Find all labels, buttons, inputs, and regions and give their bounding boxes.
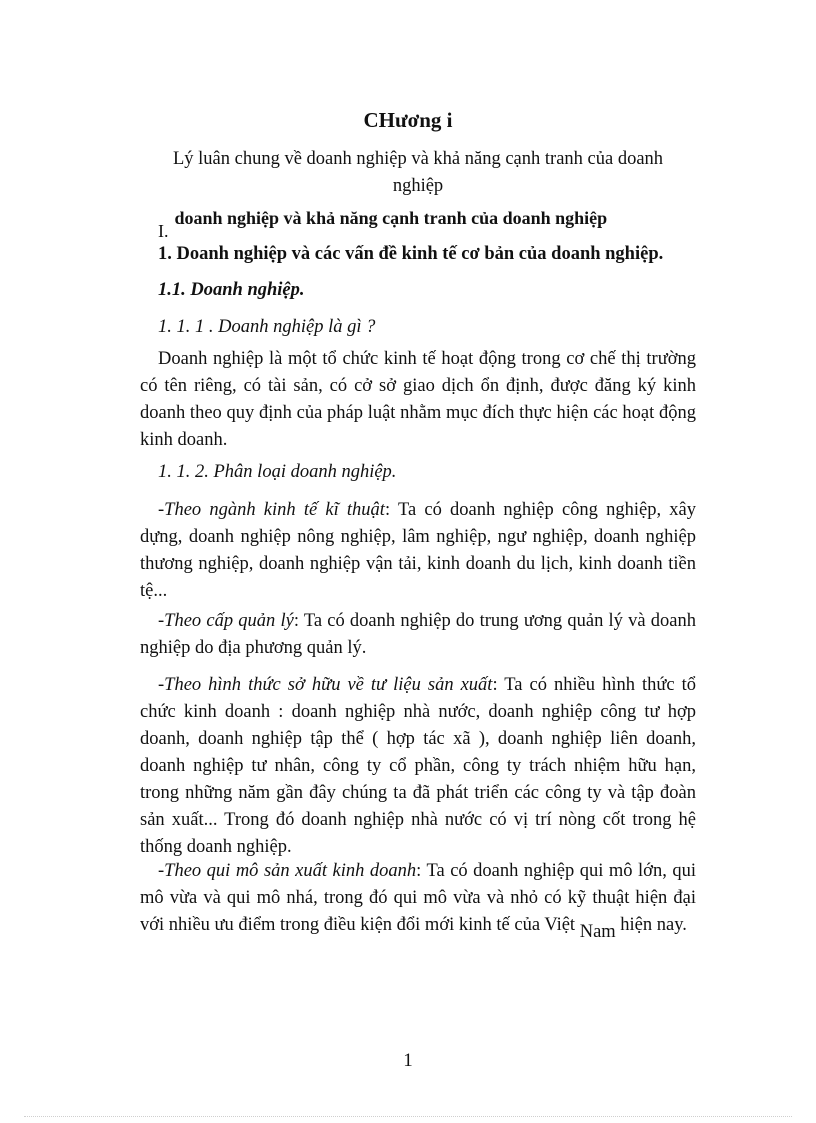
classification-paragraph [140, 672, 696, 861]
classification-text: : Ta có doanh nghiệp do trung ương quản lý và doanh nghiệp do địa phương quản lý. [140, 611, 696, 658]
classification-paragraph [140, 497, 696, 605]
heading-1-1-2: 1. 1. 2. Phân loại doanh nghiệp. [158, 462, 397, 482]
classification-lead: -Theo ngành kinh tế kĩ thuật [158, 500, 385, 520]
section-heading-roman [158, 208, 608, 241]
classification-subscript-word: Nam [579, 922, 616, 942]
paragraph-definition: Doanh nghiệp là một tổ chức kinh tế hoạt động trong cơ chế thị trường có tên riêng, có tài sản, có cở sở giao dịch ổn định, được đăng ký kinh doanh theo quy định của pháp luật nhằm mục đích thực hiện các hoạt động kinh doanh. [140, 349, 696, 450]
page-bottom-divider [24, 1116, 792, 1117]
heading-1-1-1: 1. 1. 1 . Doanh nghiệp là gì ? [158, 317, 376, 337]
section-roman-title: doanh nghiệp và khả năng cạnh tranh của doanh nghiệp [174, 208, 608, 228]
classification-paragraph [140, 608, 696, 662]
chapter-subtitle: Lý luân chung về doanh nghiệp và khả năng cạnh tranh của doanh nghiệp [172, 149, 664, 196]
classification-paragraph [140, 858, 696, 942]
classification-lead: -Theo qui mô sản xuất kinh doanh [158, 861, 417, 881]
section-roman-number: I. [158, 221, 169, 241]
chapter-title: CHương i [363, 108, 453, 132]
classification-lead: -Theo hình thức sở hữu về tư liệu sản xuất [158, 675, 493, 695]
classification-text: : Ta có doanh nghiệp công nghiệp, xây dựng, doanh nghiệp nông nghiệp, lâm nghiệp, ngư nghiệp, doanh nghiệp thương nghiệp, doanh nghiệp vận tải, kinh doanh du lịch, kinh doanh tiền tệ... [140, 500, 696, 601]
heading-1-1: 1.1. Doanh nghiệp. [158, 280, 305, 300]
classification-tail: hiện nay. [615, 915, 687, 935]
classification-text: : Ta có doanh nghiệp qui mô lớn, qui mô vừa và qui mô nhá, trong đó qui mô vừa và nhỏ có kỹ thuật hiện đại với nhiều ưu điểm trong điều kiện đổi mới kinh tế của Việt [140, 861, 696, 935]
page-number: 1 [403, 1050, 413, 1071]
heading-1: 1. Doanh nghiệp và các vấn đề kinh tế cơ bản của doanh nghiệp. [158, 244, 664, 264]
classification-lead: -Theo cấp quản lý [158, 611, 294, 631]
classification-text: : Ta có nhiều hình thức tổ chức kinh doanh : doanh nghiệp nhà nước, doanh nghiệp công tư hợp doanh, doanh nghiệp tập thể ( hợp tác xã ), doanh nghiệp liên doanh, doanh nghiệp tư nhân, công ty cổ phần, công ty trách nhiệm hữu hạn, trong những năm gần đây chúng ta đã phát triển các công ty và tập đoàn sản xuất... Trong đó doanh nghiệp nhà nước có vị trí nòng cốt trong hệ thống doanh nghiệp. [140, 675, 696, 857]
